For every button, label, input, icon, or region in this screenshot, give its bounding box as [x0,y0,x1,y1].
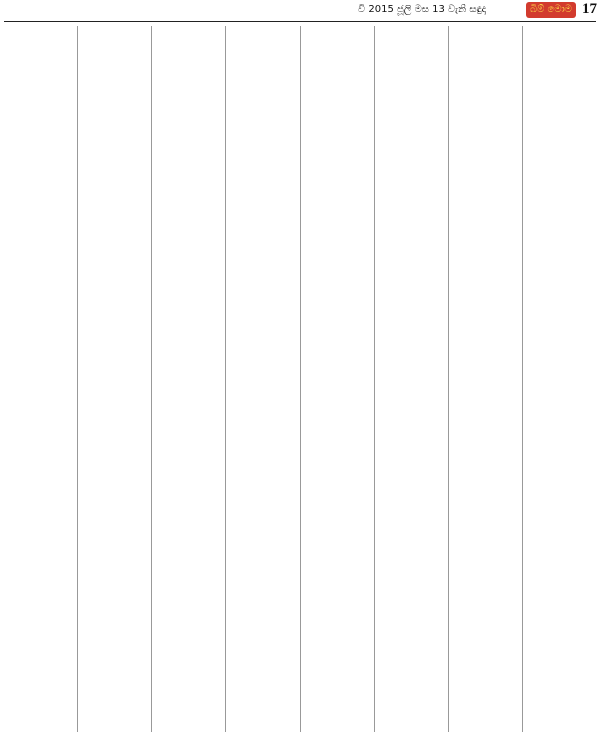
classifieds-column [449,26,523,732]
classifieds-column [226,26,300,732]
classifieds-column [375,26,449,732]
date-line: වි 2015 ජූලි මස 13 වැනි සඳුදා [358,4,487,15]
classifieds-column [78,26,152,732]
classifieds-column [301,26,375,732]
classifieds-column [152,26,226,732]
classifieds-columns [4,26,596,732]
page-header [0,0,600,24]
classifieds-column [523,26,596,732]
classifieds-column [4,26,78,732]
header-rule [4,21,596,22]
newspaper-logo: බිම් මොම [526,2,576,18]
page-number: 17 [582,1,597,17]
